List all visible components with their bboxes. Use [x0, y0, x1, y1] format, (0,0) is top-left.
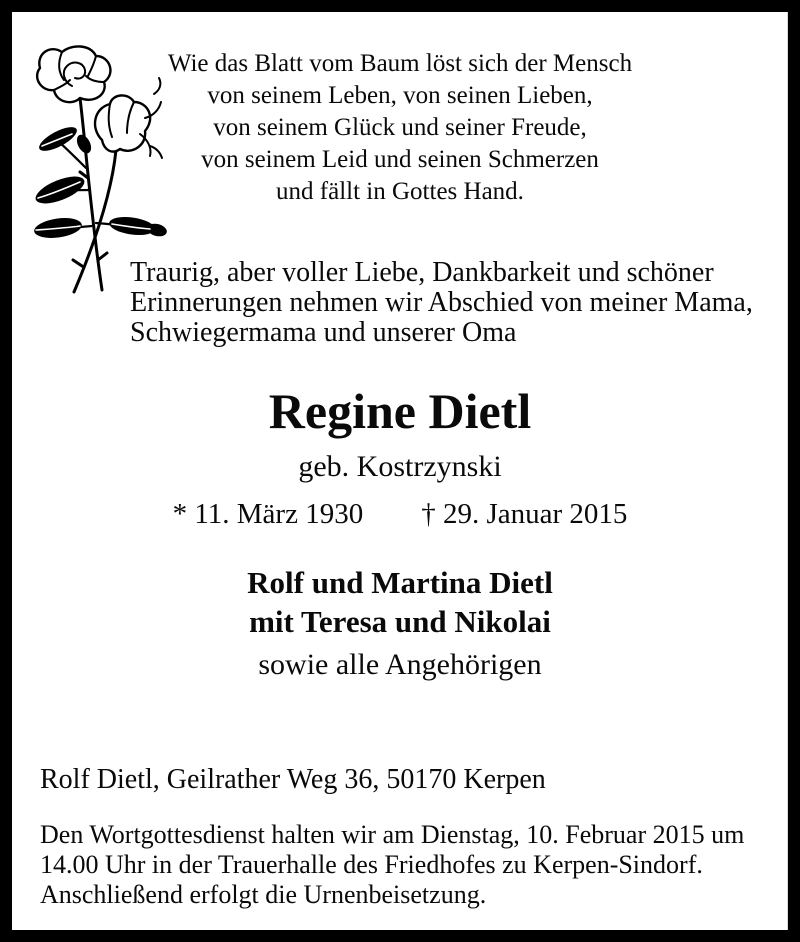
birth-date: * 11. März 1930: [172, 498, 364, 530]
intro-line: Erinnerungen nehmen wir Abschied von meiner Mama,: [130, 287, 753, 318]
mourners: [12, 563, 788, 641]
service-line: 14.00 Uhr in der Trauerhalle des Friedhofes zu Kerpen-Sindorf.: [40, 850, 703, 879]
poem-line: von seinem Leid und seinen Schmerzen: [201, 146, 599, 173]
intro-line: Schwiegermama und unserer Oma: [130, 317, 517, 348]
intro-text: [130, 258, 753, 348]
maiden-name: geb. Kostrzynski: [298, 450, 502, 483]
poem-line: Wie das Blatt vom Baum löst sich der Mensch: [167, 50, 633, 77]
intro-line: Traurig, aber voller Liebe, Dankbarkeit und schöner: [130, 257, 714, 288]
poem-line: von seinem Leben, von seinen Lieben,: [207, 82, 593, 109]
obituary-card: [12, 12, 788, 930]
relatives-line: sowie alle Angehörigen: [258, 648, 542, 681]
poem-line: und fällt in Gottes Hand.: [276, 178, 524, 205]
contact-address: Rolf Dietl, Geilrather Weg 36, 50170 Kerpen: [40, 764, 546, 795]
poem: [12, 48, 788, 208]
service-line: Den Wortgottesdienst halten wir am Dienstag, 10. Februar 2015 um: [40, 820, 745, 849]
service-info: [40, 820, 744, 910]
mourners-line: Rolf und Martina Dietl: [247, 565, 553, 600]
death-date: † 29. Januar 2015: [421, 498, 628, 530]
poem-line: von seinem Glück und seiner Freude,: [213, 114, 587, 141]
life-dates: [12, 498, 788, 531]
service-line: Anschließend erfolgt die Urnenbeisetzung.: [40, 880, 487, 909]
deceased-name: Regine Dietl: [268, 383, 532, 439]
mourners-line: mit Teresa und Nikolai: [249, 604, 551, 639]
